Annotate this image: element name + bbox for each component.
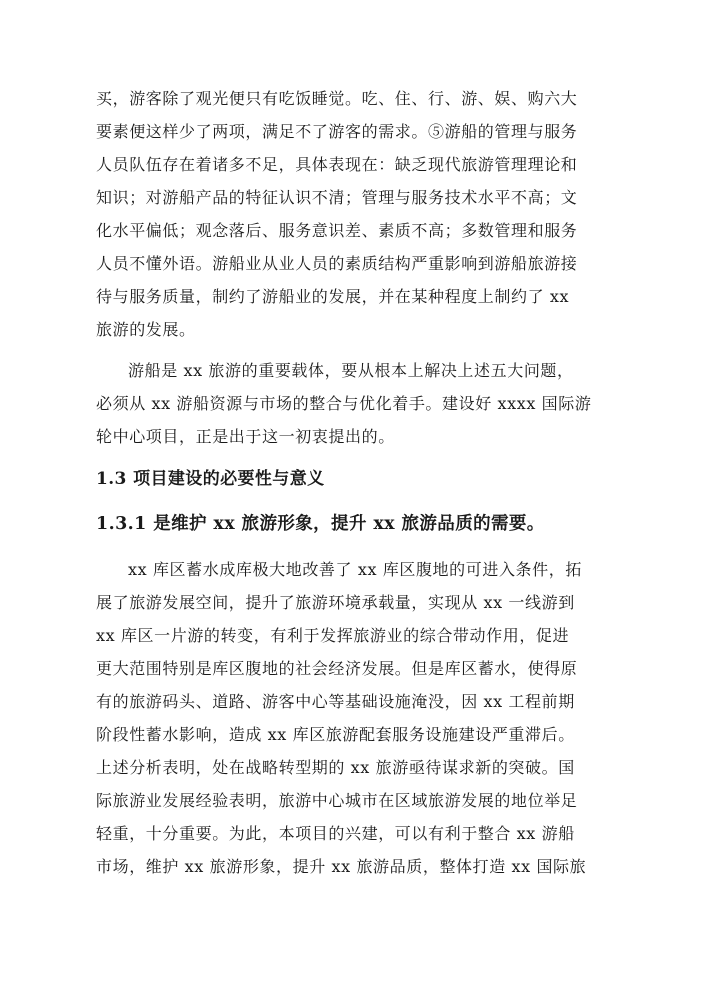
paragraph-line: 市场，维护 xx 旅游形象，提升 xx 旅游品质，整体打造 xx 国际旅: [96, 857, 587, 876]
paragraph-line: 旅游的发展。: [96, 320, 196, 339]
paragraph-line: 轻重，十分重要。为此，本项目的兴建，可以有利于整合 xx 游船: [96, 824, 575, 843]
paragraph-line: 轮中心项目，正是出于这一初衷提出的。: [96, 427, 395, 446]
paragraph-line: 上述分析表明，处在战略转型期的 xx 旅游亟待谋求新的突破。国: [96, 758, 575, 777]
paragraph-line: xx 库区蓄水成库极大地改善了 xx 库区腹地的可进入条件，拓: [128, 560, 582, 579]
paragraph-line: 游船是 xx 旅游的重要载体，要从根本上解决上述五大问题，: [128, 361, 574, 380]
paragraph-line: 有的旅游码头、道路、游客中心等基础设施淹没，因 xx 工程前期: [96, 692, 575, 711]
subsection-heading: 1.3.1 是维护 xx 旅游形象，提升 xx 旅游品质的需要。: [96, 514, 545, 534]
paragraph-line: 人员队伍存在着诸多不足，具体表现在：缺乏现代旅游管理理论和: [96, 155, 578, 174]
paragraph-line: 必须从 xx 游船资源与市场的整合与优化着手。建设好 xxxx 国际游: [96, 394, 592, 413]
paragraph-line: 待与服务质量，制约了游船业的发展，并在某种程度上制约了 xx: [96, 287, 570, 306]
paragraph-line: xx 库区一片游的转变，有利于发挥旅游业的综合带动作用，促进: [96, 626, 570, 645]
paragraph-line: 化水平偏低；观念落后、服务意识差、素质不高；多数管理和服务: [96, 221, 578, 240]
section-heading: 1.3 项目建设的必要性与意义: [96, 469, 325, 489]
paragraph-line: 知识；对游船产品的特征认识不清；管理与服务技术水平不高；文: [96, 188, 578, 207]
paragraph-line: 展了旅游发展空间，提升了旅游环境承载量，实现从 xx 一线游到: [96, 593, 575, 612]
paragraph-line: 买，游客除了观光便只有吃饭睡觉。吃、住、行、游、娱、购六大: [96, 89, 578, 108]
paragraph-line: 阶段性蓄水影响，造成 xx 库区旅游配套服务设施建设严重滞后。: [96, 725, 575, 744]
paragraph-line: 人员不懂外语。游船业从业人员的素质结构严重影响到游船旅游接: [96, 254, 578, 273]
paragraph-line: 更大范围特别是库区腹地的社会经济发展。但是库区蓄水，使得原: [96, 659, 578, 678]
paragraph-line: 际旅游业发展经验表明，旅游中心城市在区域旅游发展的地位举足: [96, 791, 578, 810]
paragraph-line: 要素便这样少了两项，满足不了游客的需求。⑤游船的管理与服务: [96, 122, 578, 141]
